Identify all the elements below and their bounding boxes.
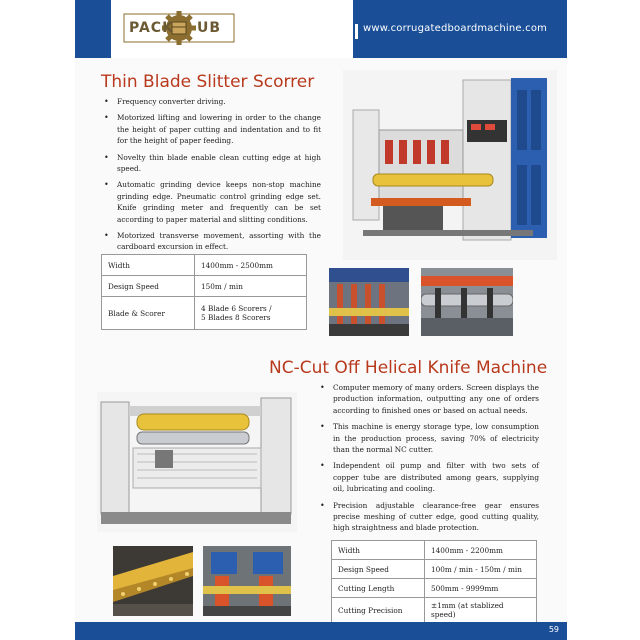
packhub-logo (123, 8, 235, 48)
logo-text-left: PACK (129, 20, 174, 36)
spec-label: Cutting Length (332, 579, 425, 598)
spec-label: Design Speed (102, 276, 195, 297)
url-divider (355, 24, 358, 39)
nc-cutoff-detail-photo-1 (113, 546, 193, 616)
list-item: • Motorized transverse movement, assorting with the cardboard excursion in effect. (101, 230, 321, 253)
table-row (332, 560, 537, 579)
spec-value: 1400mm - 2500mm (195, 255, 307, 276)
spec-label: Width (332, 541, 425, 560)
website-url[interactable]: www.corrugatedboardmachine.com (363, 23, 548, 34)
section1-spec-table (101, 254, 307, 330)
list-item: • Precision adjustable clearance-free gear ensures precise meshing of cutter edge, good cutting quality, high straightness and blade protection. (317, 500, 539, 534)
slitter-detail-photo-1 (329, 268, 409, 336)
logo-text-right: UB (197, 20, 222, 36)
table-row (102, 255, 307, 276)
section1-title: Thin Blade Slitter Scorrer (101, 72, 315, 92)
header-left-band (75, 0, 111, 58)
spec-value (195, 297, 307, 330)
slitter-detail-photo-2 (421, 268, 513, 336)
section1-bullets (101, 96, 321, 258)
spec-value-line2: 5 Blades 8 Scorers (201, 313, 271, 322)
nc-cutoff-detail-photo-2 (203, 546, 291, 616)
spec-label: Blade & Scorer (102, 297, 195, 330)
spec-value: ±1mm (at stablized speed) (425, 598, 537, 623)
page-number: 59 (548, 625, 559, 634)
spec-label: Cutting Precision (332, 598, 425, 623)
table-row (332, 579, 537, 598)
list-item: • Motorized lifting and lowering in order to the change the height of paper cutting and indentation and to fit for the height of paper feeding. (101, 112, 321, 146)
brochure-page (75, 0, 567, 640)
spec-value: 1400mm - 2200mm (425, 541, 537, 560)
spec-label: Design Speed (332, 560, 425, 579)
table-row (332, 541, 537, 560)
slitter-scorer-machine-photo (343, 70, 557, 260)
list-item: • Automatic grinding device keeps non-stop machine grinding edge. Pneumatic control grinding edge set. Knife grinding meter and frequently can be set according to paper material and slitting conditions. (101, 179, 321, 225)
list-item: • Novelty thin blade enable clean cutting edge at high speed. (101, 152, 321, 175)
spec-value: 500mm - 9999mm (425, 579, 537, 598)
spec-value: 100m / min - 150m / min (425, 560, 537, 579)
table-row (332, 598, 537, 623)
section2-bullets (317, 382, 539, 539)
list-item: • This machine is energy storage type, low consumption in the production process, saving 70% of electricity than the normal NC cutter. (317, 421, 539, 455)
spec-value: 150m / min (195, 276, 307, 297)
section2-title: NC-Cut Off Helical Knife Machine (269, 358, 548, 378)
nc-cutoff-machine-photo (97, 392, 297, 532)
header-mid-area (259, 0, 353, 58)
spec-value-line1: 4 Blade 6 Scorers / (201, 304, 272, 313)
table-row (102, 297, 307, 330)
table-row (102, 276, 307, 297)
section2-spec-table (331, 540, 537, 623)
list-item: • Independent oil pump and filter with two sets of copper tube are distributed among gears, supplying oil, lubricating and cooling. (317, 460, 539, 494)
list-item: • Frequency converter driving. (101, 96, 321, 107)
footer-bar (75, 622, 567, 640)
list-item: • Computer memory of many orders. Screen displays the production information, outputting any one of orders according to finished ones or based on actual needs. (317, 382, 539, 416)
spec-label: Width (102, 255, 195, 276)
